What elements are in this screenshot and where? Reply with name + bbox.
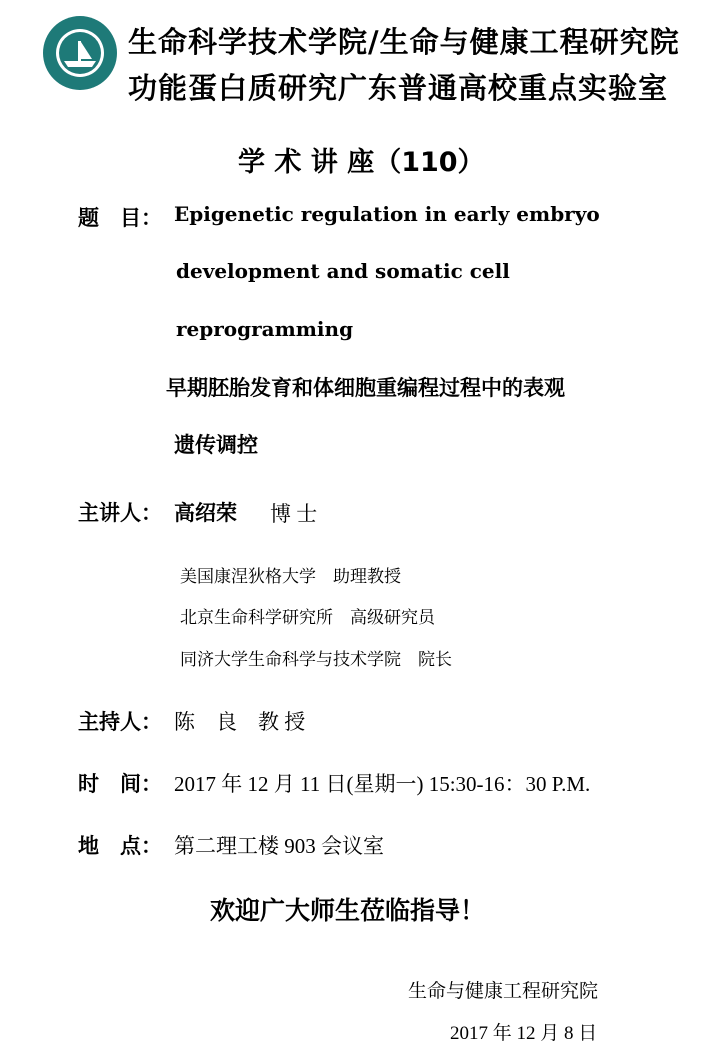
time-label: 时 间： [78,772,162,796]
topic-en-line: reprogramming [176,317,354,341]
topic-cn-line: 遗传调控 [174,433,258,457]
header-line-1: 生命科学技术学院/生命与健康工程研究院 [128,25,680,59]
signature-org: 生命与健康工程研究院 [408,981,599,1002]
speaker-affiliation: 北京生命科学研究所 高级研究员 [180,608,435,628]
place-value: 第二理工楼 903 会议室 [174,834,384,858]
signature-date: 2017 年 12 月 8 日 [450,1023,598,1044]
topic-en-line: development and somatic cell [176,259,510,283]
speaker-title: 博 士 [270,502,318,526]
host-value: 陈 良 教 授 [174,710,306,734]
speaker-affiliation: 同济大学生命科学与技术学院 院长 [180,650,452,670]
time-value: 2017 年 12 月 11 日(星期一) 15:30-16：30 P.M. [174,772,591,796]
host-label: 主持人： [78,710,162,734]
topic-label: 题 目： [78,206,162,230]
topic-cn-line: 早期胚胎发育和体细胞重编程过程中的表观 [166,376,565,400]
welcome-text: 欢迎广大师生莅临指导！ [210,896,486,925]
speaker-name: 高绍荣 [174,501,237,525]
header-line-2: 功能蛋白质研究广东普通高校重点实验室 [128,71,669,105]
topic-en-line: Epigenetic regulation in early embryo [174,202,600,226]
speaker-label: 主讲人： [78,501,162,525]
university-logo [42,15,118,91]
lecture-title: 学 术 讲 座（110） [238,147,485,178]
place-label: 地 点： [78,834,162,858]
speaker-affiliation: 美国康涅狄格大学 助理教授 [180,567,401,587]
